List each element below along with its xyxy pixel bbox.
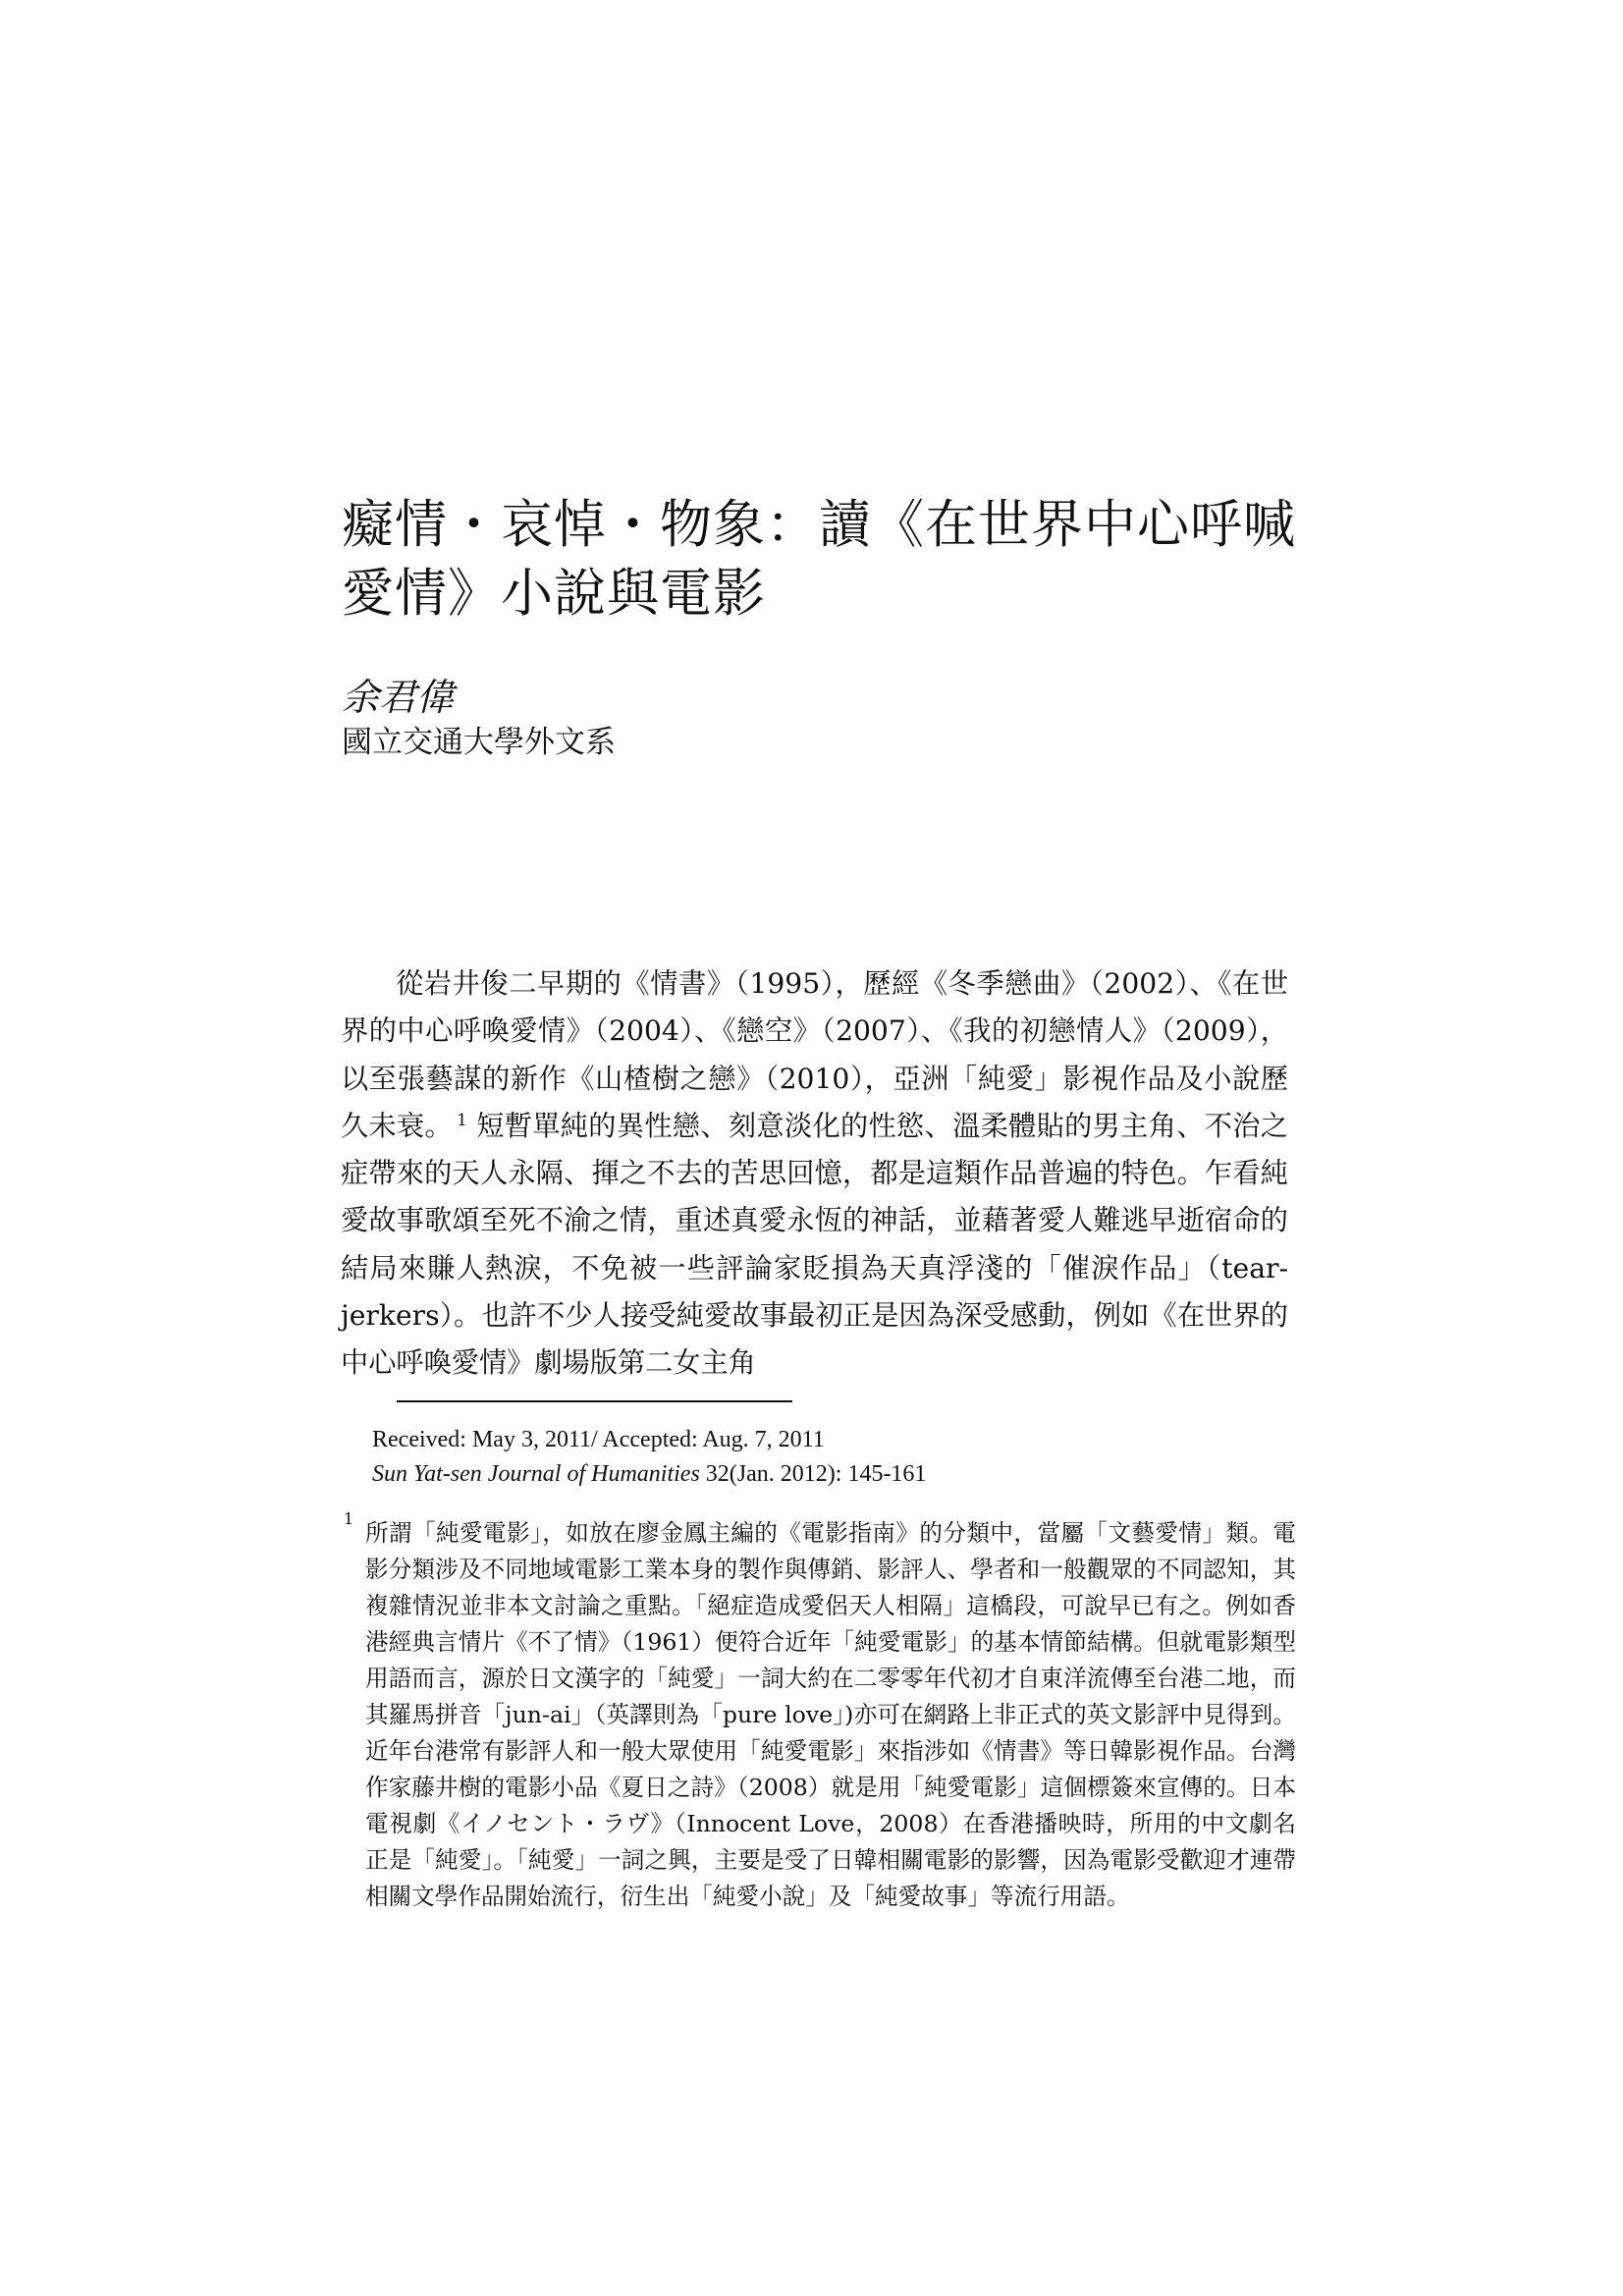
footnote-divider — [397, 1400, 792, 1402]
author-name: 余君偉 — [342, 676, 455, 719]
footnote-number: 1 — [344, 1509, 354, 1528]
journal-citation — [372, 1457, 926, 1492]
footnote-1 — [344, 1509, 1296, 1915]
article-title: 癡情・哀悼・物象：讀《在世界中心呼喊愛情》小說與電影 — [342, 495, 1296, 624]
received-accepted-dates: Received: May 3, 2011/ Accepted: Aug. 7, 2011 — [372, 1427, 825, 1452]
body-text-part-1: 從岩井俊二早期的《情書》（1995），歷經《冬季戀曲》（2002）、《在世界的中心呼喚愛情》（2004）、《戀空》（2007）、《我的初戀情人》（2009），以至張藝謀的新作《山楂樹之戀》（2010），亞洲「純愛」影視作品及小說歷久未衰。 — [341, 967, 1288, 1142]
footnote-text: 所謂「純愛電影」，如放在廖金鳳主編的《電影指南》的分類中，當屬「文藝愛情」類。電影分類涉及不同地域電影工業本身的製作與傳銷、影評人、學者和一般觀眾的不同認知，其複雜情況並非本文討論之重點。「絕症造成愛侶天人相隔」這橋段，可說早已有之。例如香港經典言情片《不了情》（1961）便符合近年「純愛電影」的基本情節結構。但就電影類型用語而言，源於日文漢字的「純愛」一詞大約在二零零年代初才自東洋流傳至台港二地，而其羅馬拼音「jun-ai」（英譯則為「pure love」)亦可在網路上非正式的英文影評中見得到。近年台港常有影評人和一般大眾使用「純愛電影」來指涉如《情書》等日韓影視作品。台灣作家藤井樹的電影小品《夏日之詩》（2008）就是用「純愛電影」這個標簽來宣傳的。日本電視劇《イノセント・ラヴ》（Innocent Love，2008）在香港播映時，所用的中文劇名正是「純愛」。「純愛」一詞之興，主要是受了日韓相關電影的影響，因為電影受歡迎才連帶相關文學作品開始流行，衍生出「純愛小說」及「純愛故事」等流行用語。 — [365, 1519, 1296, 1910]
body-paragraph — [341, 960, 1288, 1388]
journal-title: Sun Yat-sen Journal of Humanities — [372, 1461, 700, 1487]
journal-issue: 32(Jan. 2012): 145-161 — [699, 1461, 927, 1487]
footnote-reference[interactable]: 1 — [457, 1110, 467, 1130]
publication-info — [372, 1423, 926, 1492]
author-affiliation: 國立交通大學外文系 — [342, 725, 616, 760]
body-text-part-2: 短暫單純的異性戀、刻意淡化的性慾、溫柔體貼的男主角、不治之症帶來的天人永隔、揮之不去的苦思回憶，都是這類作品普遍的特色。乍看純愛故事歌頌至死不渝之情，重述真愛永恆的神話，並藉著愛人難逃早逝宿命的結局來賺人熱淚，不免被一些評論家貶損為天真浮淺的「催淚作品」（tear-jerkers）。也許不少人接受純愛故事最初正是因為深受感動，例如《在世界的中心呼喚愛情》劇場版第二女主角 — [341, 1109, 1288, 1380]
